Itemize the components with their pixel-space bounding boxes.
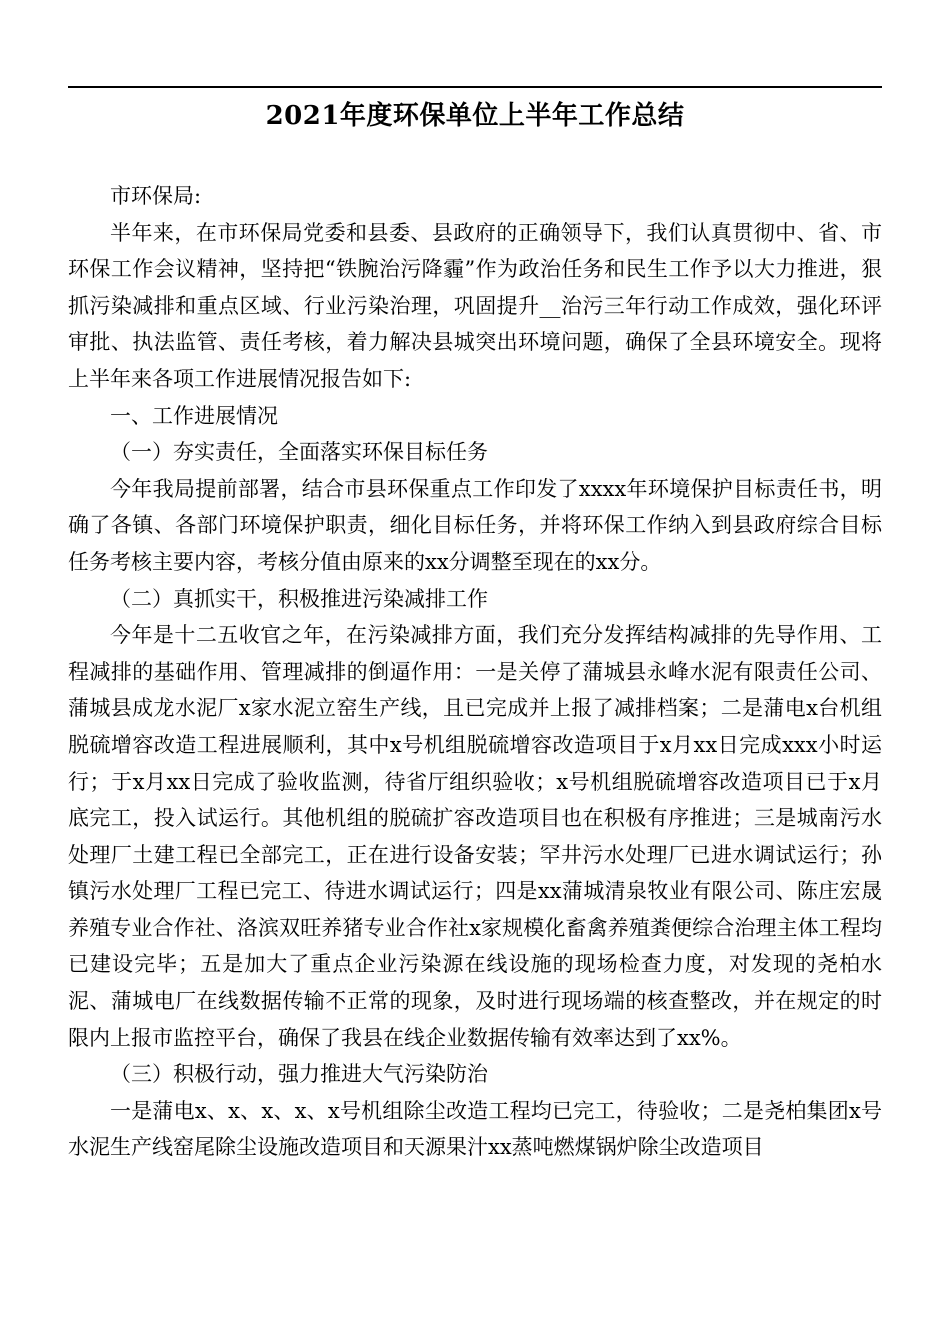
paragraph-intro: 半年来，在市环保局党委和县委、县政府的正确领导下，我们认真贯彻中、省、市环保工作会议精神，坚持把“铁腕治污降霾”作为政治任务和民生工作予以大力推进，狠抓污染减排和重点区域、行业污染治理，巩固提升__治污三年行动工作成效，强化环评审批、执法监管、责任考核，着力解决县城突出环境问题，确保了全县环境安全。现将上半年来各项工作进展情况报告如下:	[68, 220, 882, 391]
paragraph: 今年是十二五收官之年，在污染减排方面，我们充分发挥结构减排的先导作用、工程减排的基础作用、管理减排的倒逼作用：一是关停了蒲城县永峰水泥有限责任公司、蒲城县成龙水泥厂x家水泥立窑生产线，且已完成并上报了减排档案；二是蒲电x台机组脱硫增容改造工程进展顺利，其中x号机组脱硫增容改造项目于x月xx日完成xxx小时运行；于x月xx日完成了验收监测，待省厅组织验收；x号机组脱硫增容改造项目已于x月底完工，投入试运行。其他机组的脱硫扩容改造项目也在积极有序推进；三是城南污水处理厂土建工程已全部完工，正在进行设备安装；罕井污水处理厂已进水调试运行；孙镇污水处理厂工程已完工、待进水调试运行；四是xx蒲城清泉牧业有限公司、陈庄宏晟养殖专业合作社、洛滨双旺养猪专业合作社x家规模化畜禽养殖粪便综合治理主体工程均已建设完毕；五是加大了重点企业污染源在线设施的现场检查力度，对发现的尧柏水泥、蒲城电厂在线数据传输不正常的现象，及时进行现场端的核查整改，并在规定的时限内上报市监控平台，确保了我县在线企业数据传输有效率达到了xx%。	[68, 623, 882, 1050]
paragraph: 今年我局提前部署，结合市县环保重点工作印发了xxxx年环境保护目标责任书，明确了各镇、各部门环境保护职责，细化目标任务，并将环保工作纳入到县政府综合目标任务考核主要内容，考核分值由原来的xx分调整至现在的xx分。	[68, 476, 882, 574]
section-heading: 一、工作进展情况	[110, 403, 278, 428]
subsection-heading: （三）积极行动，强力推进大气污染防治	[110, 1062, 488, 1087]
paragraph: 一是蒲电x、x、x、x、x号机组除尘改造工程均已完工，待验收；二是尧柏集团x号水泥生产线窑尾除尘设施改造项目和天源果汁xx蒸吨燃煤锅炉除尘改造项目	[68, 1098, 882, 1160]
document-title: 2021年度环保单位上半年工作总结	[265, 101, 685, 131]
subsection-heading: （一）夯实责任，全面落实环保目标任务	[110, 440, 488, 465]
subsection-heading: （二）真抓实干，积极推进污染减排工作	[110, 586, 488, 611]
document-body	[68, 178, 882, 1166]
header-rule	[68, 86, 882, 88]
salutation: 市环保局:	[110, 184, 202, 208]
